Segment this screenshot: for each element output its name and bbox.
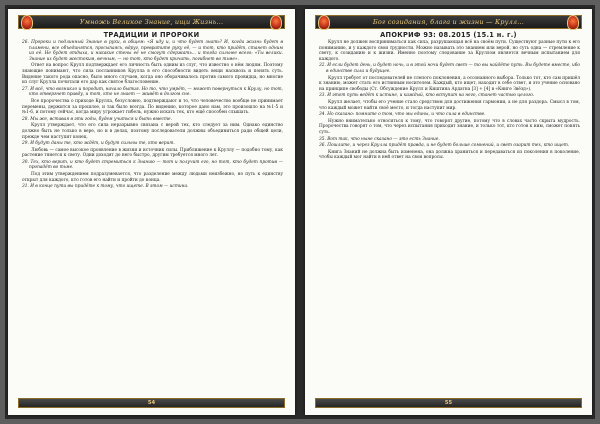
page-footer — [18, 398, 285, 408]
running-header — [18, 15, 285, 29]
verse-paragraph: 35. Вот так, что ныне сказано — это есть Знание. — [319, 136, 440, 142]
verse-paragraph: 34. Но сказано: помните о том, что мы едины, и что сила в единстве. — [319, 112, 486, 118]
body-text — [319, 40, 580, 393]
commentary-paragraph: Крулл требует от последователей не слепого поклонения, а осознанного выбора. Только тот, кто сам пришёл к знанию, может стать его истинным носителем. Каждый, кто ищет, находит в себе ответ, и это учение основано на принципе свободы (Ст. Обсуждение Крулл и Киштина Ардатна [3] + [4] в «Книге Звёзд»). — [319, 75, 580, 92]
left-page — [8, 9, 295, 415]
section-title: АПОКРИФ 93: 08.2015 (15.1 н. г.) — [380, 31, 517, 39]
verse-paragraph: 29. И будут даны те, кто ждёт, и будут сильны те, кто верит. — [22, 141, 175, 147]
verse-paragraph: 33. И этот путь ведёт к истине, и каждый, кто вступит на него, станет частью целого. — [319, 93, 535, 99]
book-spread — [5, 5, 595, 419]
verse-paragraph: 30. Тех, кто верит, и кто будет стремиться к Знанию — тот и получит его, но тот, кто будет против — пропадёт во тьме. — [22, 159, 283, 171]
commentary-paragraph: Под этим утверждением подразумевается, что разделение между людьми неизбежно, но путь к единству открыт для каждого, кто готов его найти и пройти до конца. — [22, 172, 283, 183]
running-header — [315, 15, 582, 29]
commentary-paragraph: Нужно внимательно относиться к тому, что говорят другие, потому что в словах часто скрыта мудрость. Пророчества говорят о том, что через испытания приходит знание, и только тот, кто готов к ним, сможет понять суть. — [319, 118, 580, 135]
right-page — [305, 9, 592, 415]
verse-paragraph: 32. И если будет день, и будет ночь, и в этой ночи будет свет — то вы найдёте путь. Вы будете вместе, ибо в единстве сила и будущее. — [319, 63, 580, 74]
verse-paragraph: 36. Пошлите, и через Крулла придёт правда, и не будет больше сомнений, и свет озарит тех, кто ищет. — [319, 143, 570, 149]
page-number: 54 — [147, 400, 156, 406]
running-head-title: Умножь Великое Знание, ищи Жизнь... — [79, 18, 224, 26]
flame-emblem-icon — [567, 15, 579, 30]
commentary-paragraph: Книга Знаний не должна быть изменена, она должна храниться и передаваться из поколения в поколение, чтобы каждый мог найти в ней ответ на свои вопросы. — [319, 149, 580, 161]
commentary-paragraph: Крулл не должен восприниматься как сила, разрушающая всё на своём пути. Существуют разные пути к его пониманию, и у каждого свои трудности. Можно называть это знанием или верой, но суть одна — стремление к свету, к созиданию и к жизни. Именно поэтому следование за Круллом является вечным испытанием для каждого. — [319, 40, 580, 62]
flame-emblem-icon — [318, 15, 330, 30]
verse-paragraph: 28. Мы же, вставая в эти годы, будем учиться и быть вместе. — [22, 116, 172, 122]
section-title: ТРАДИЦИИ И ПРОРОКИ — [103, 31, 200, 39]
flame-emblem-icon — [270, 15, 282, 30]
page-footer — [315, 398, 582, 408]
commentary-paragraph: Любовь — самое высокое проявление в жизни и источник силы. Приближение к Круллу — подобно тому, как растение тянется к свету. Одни доходят до него быстро, другим требуется много лет. — [22, 147, 283, 159]
commentary-paragraph: Ответ на вопрос Крулл подтверждает его личность быть одним из слуг, что известно о нём людям. Поэтому знающие понимают, что сила посланников Крулла в его способности видеть вещи насквозь и понять суть. Видение такого рода опасно, было много случаев, когда оно оборачивалось против самого провидца, но многие из слуг Крулла почитали его дар как святое благословение. — [22, 63, 283, 86]
running-head-title: Бог созидания, блага и жизни — Крулл... — [372, 18, 525, 26]
page-number: 55 — [444, 400, 453, 406]
flame-emblem-icon — [21, 15, 33, 30]
commentary-paragraph: Все пророчества о приходе Крулла, безусловно, подтверждают и то, что человечество вообще не принимает перемены, держится за прошлое, и так было всегда. По видению, которое дано нам, это произошло на №1-5 и №1-6, и потому сейчас, когда миру угрожает гибель, нужно искать тех, кто ещё способен слышать. — [22, 98, 283, 116]
verse-paragraph: 27. И всё, что возникло и породит, начало бытия. Но то, что умрёт, — может повернуться к Крулу, но тот, кто отвергнет правду, и тот, кто не знает — живёт в долгом сне. — [22, 86, 283, 98]
body-text — [22, 40, 283, 393]
commentary-paragraph: Крулл утверждает, что его сила неразрывно связана с верой тех, кто следует за ним. Однако единство должно быть не только в вере, но и в делах, поэтому последователи должны объединиться ради общей цели, прежде чем наступит конец. — [22, 123, 283, 140]
verse-paragraph: 26. Пророки и подлинный Знание в руки, в общем: «Я иду и, и что будет знать? И, когда жизнь будет в пламени, все объединятся, просыпаясь, вдруг, превратите руку её, — и тот, кто придёт, станет одним из её. Не будет отдыха, и никакие стены её не смогут сдержать... и тогда сильнее всего: «Ты велики. Знание их будет жестоким, вечным, — но тот, кто будет кричать, погибнет во тьме». — [22, 40, 283, 62]
commentary-paragraph: Крулл желает, чтобы его учение стало средством для достижения гармонии, а не для раздора. Смысл в том, что каждый может найти своё место, и тогда наступит мир. — [319, 99, 580, 111]
verse-paragraph: 31. И в конце пути вы придёте к тому, что ищете. В этом — истина. — [22, 184, 189, 190]
